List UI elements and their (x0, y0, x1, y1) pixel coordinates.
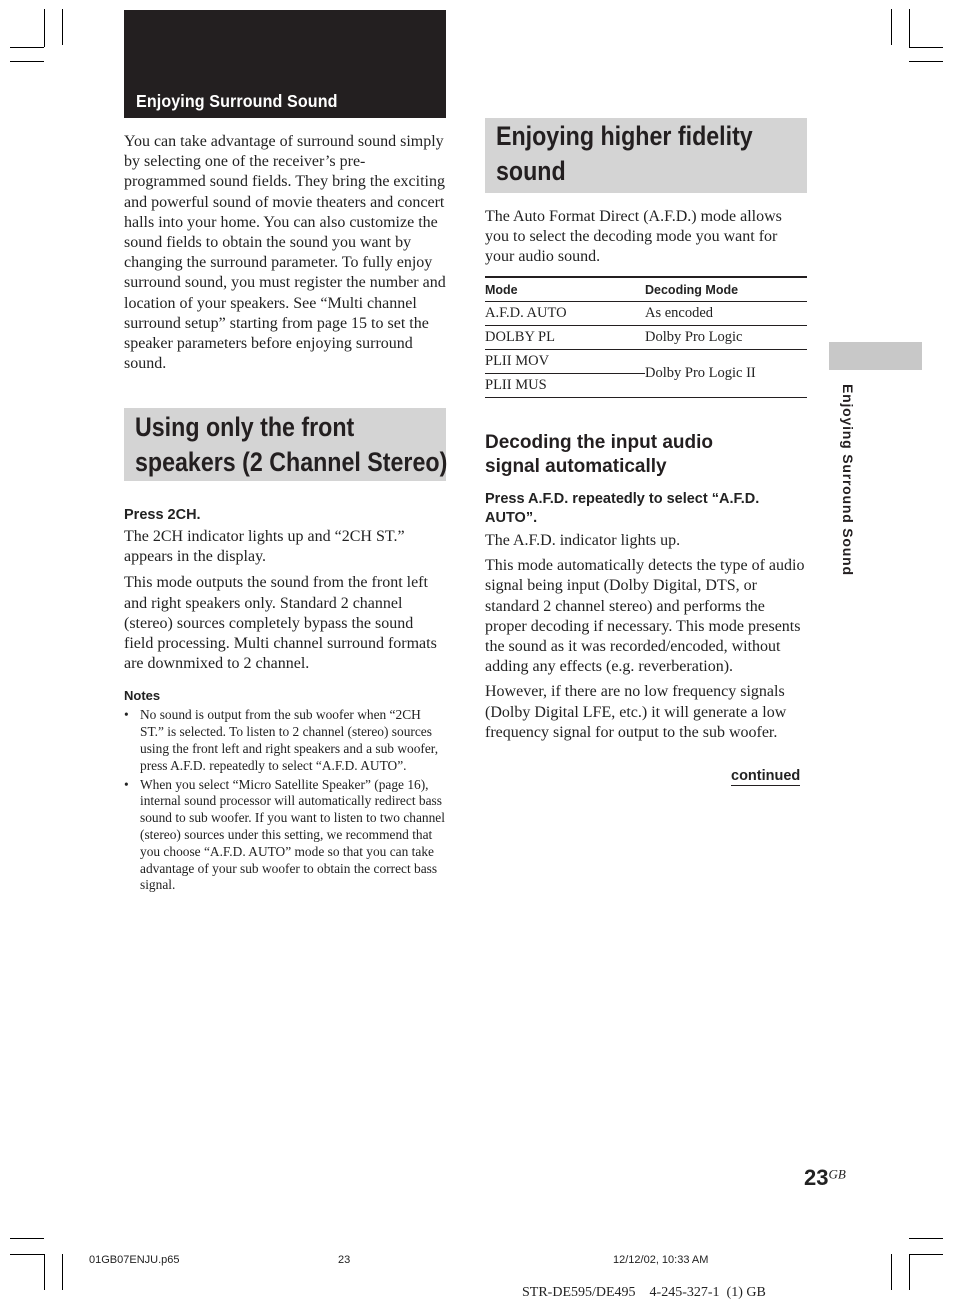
note-item: • When you select “Micro Satellite Speaker” (page 16), internal sound processor will automatically redirect bass sound to sub woofer. If you want to listen to two channel (stereo) sources under this setting, we recommend that you choose “A.F.D. AUTO” mode so that you can take advantage of your sub woofer to obtain the correct bass signal. (124, 777, 446, 895)
footer-datetime: 12/12/02, 10:33 AM (613, 1254, 709, 1266)
left-column (124, 132, 446, 374)
chapter-header (124, 10, 446, 118)
notes-list (124, 707, 446, 894)
table-header-cell: Decoding Mode (645, 277, 807, 302)
fidelity-intro (485, 207, 807, 268)
auto-decoding-section (485, 431, 807, 743)
side-tab (829, 342, 922, 370)
table-cell-decoding: As encoded (645, 302, 807, 326)
table-cell-decoding: Dolby Pro Logic II (645, 350, 807, 398)
table-cell-mode: PLII MUS (485, 374, 645, 398)
step-result: The 2CH indicator lights up and “2CH ST.” appears in the display. (124, 528, 405, 566)
heading-line: sound (496, 156, 566, 186)
table-row (485, 302, 807, 326)
subheading-line: Decoding the input audio (485, 432, 713, 453)
table-cell-mode: PLII MOV (485, 350, 645, 374)
body-paragraph: The Auto Format Direct (A.F.D.) mode allows you to select the decoding mode you want for your audio sound. (485, 208, 782, 266)
side-tab-label (840, 384, 860, 614)
decoding-mode-table (485, 276, 807, 398)
intro-paragraph: You can take advantage of surround sound simply by selecting one of the receiver’s pre-programmed sound fields. They bring the exciting and powerful sound of movie theaters and concert halls into your home. You can also customize the sound fields to obtain the sound you want by changing the surround parameter. To fully enjoy surround sound, you must register the number and location of your speakers. See “Multi channel surround setup” starting from page 15 to set the speaker parameters before enjoying surround sound. (124, 133, 446, 373)
table-row (485, 350, 807, 374)
table-header-cell: Mode (485, 277, 645, 302)
page-number (804, 1165, 846, 1191)
step-result: The A.F.D. indicator lights up. (485, 532, 681, 549)
section-heading-front-speakers (124, 408, 446, 481)
footer-page: 23 (338, 1254, 351, 1266)
heading-line: Enjoying higher fidelity (496, 121, 753, 151)
page-number-suffix: GB (828, 1166, 846, 1182)
body-paragraph: This mode automatically detects the type of audio signal being input (Dolby Digital, DTS, or standard 2 channel stereo) and performs the proper decoding if necessary. This mode presents the sound as it was recorded/encoded, without adding any effects (e.g. reverberation). (485, 557, 805, 676)
section-heading-higher-fidelity (485, 118, 807, 193)
heading-line: Using only the front (135, 412, 355, 442)
continued-marker (731, 767, 800, 785)
notes-label: Notes (124, 688, 161, 704)
side-tab-text: Enjoying Surround Sound (840, 384, 856, 576)
note-item: • No sound is output from the sub woofer when “2CH ST.” is selected. To listen to 2 channel (stereo) sources using the front left and right speakers and a sub woofer, press A.F.D. repeatedly to select “A.F.D. AUTO”. (124, 707, 446, 774)
table-cell-mode: DOLBY PL (485, 326, 645, 350)
step-instruction: Press 2CH. (124, 507, 201, 523)
table-row (485, 326, 807, 350)
table-header-row (485, 277, 807, 302)
footer-model: STR-DE595/DE495 4-245-327-1 (1) GB (522, 1285, 766, 1300)
table-cell-decoding: Dolby Pro Logic (645, 326, 807, 350)
front-speakers-content (124, 506, 446, 896)
page-number-value: 23 (804, 1165, 829, 1190)
continued-label: continued (731, 768, 801, 784)
step-instruction: Press A.F.D. repeatedly to select “A.F.D. AUTO”. (485, 491, 760, 526)
heading-line: speakers (2 Channel Stereo) (135, 447, 448, 477)
subheading-line: signal automatically (485, 456, 667, 477)
subheading (485, 431, 807, 479)
chapter-title: Enjoying Surround Sound (136, 91, 338, 111)
footer-file: 01GB07ENJU.p65 (89, 1254, 180, 1266)
table-cell-mode: A.F.D. AUTO (485, 302, 645, 326)
body-paragraph: However, if there are no low frequency signals (Dolby Digital LFE, etc.) it will generate a low frequency signal for output to the sub woofer. (485, 683, 787, 741)
body-paragraph: This mode outputs the sound from the front left and right speakers only. Standard 2 channel (stereo) sources completely bypass the sound field processing. Multi channel surround formats are downmixed to 2 channel. (124, 574, 437, 673)
